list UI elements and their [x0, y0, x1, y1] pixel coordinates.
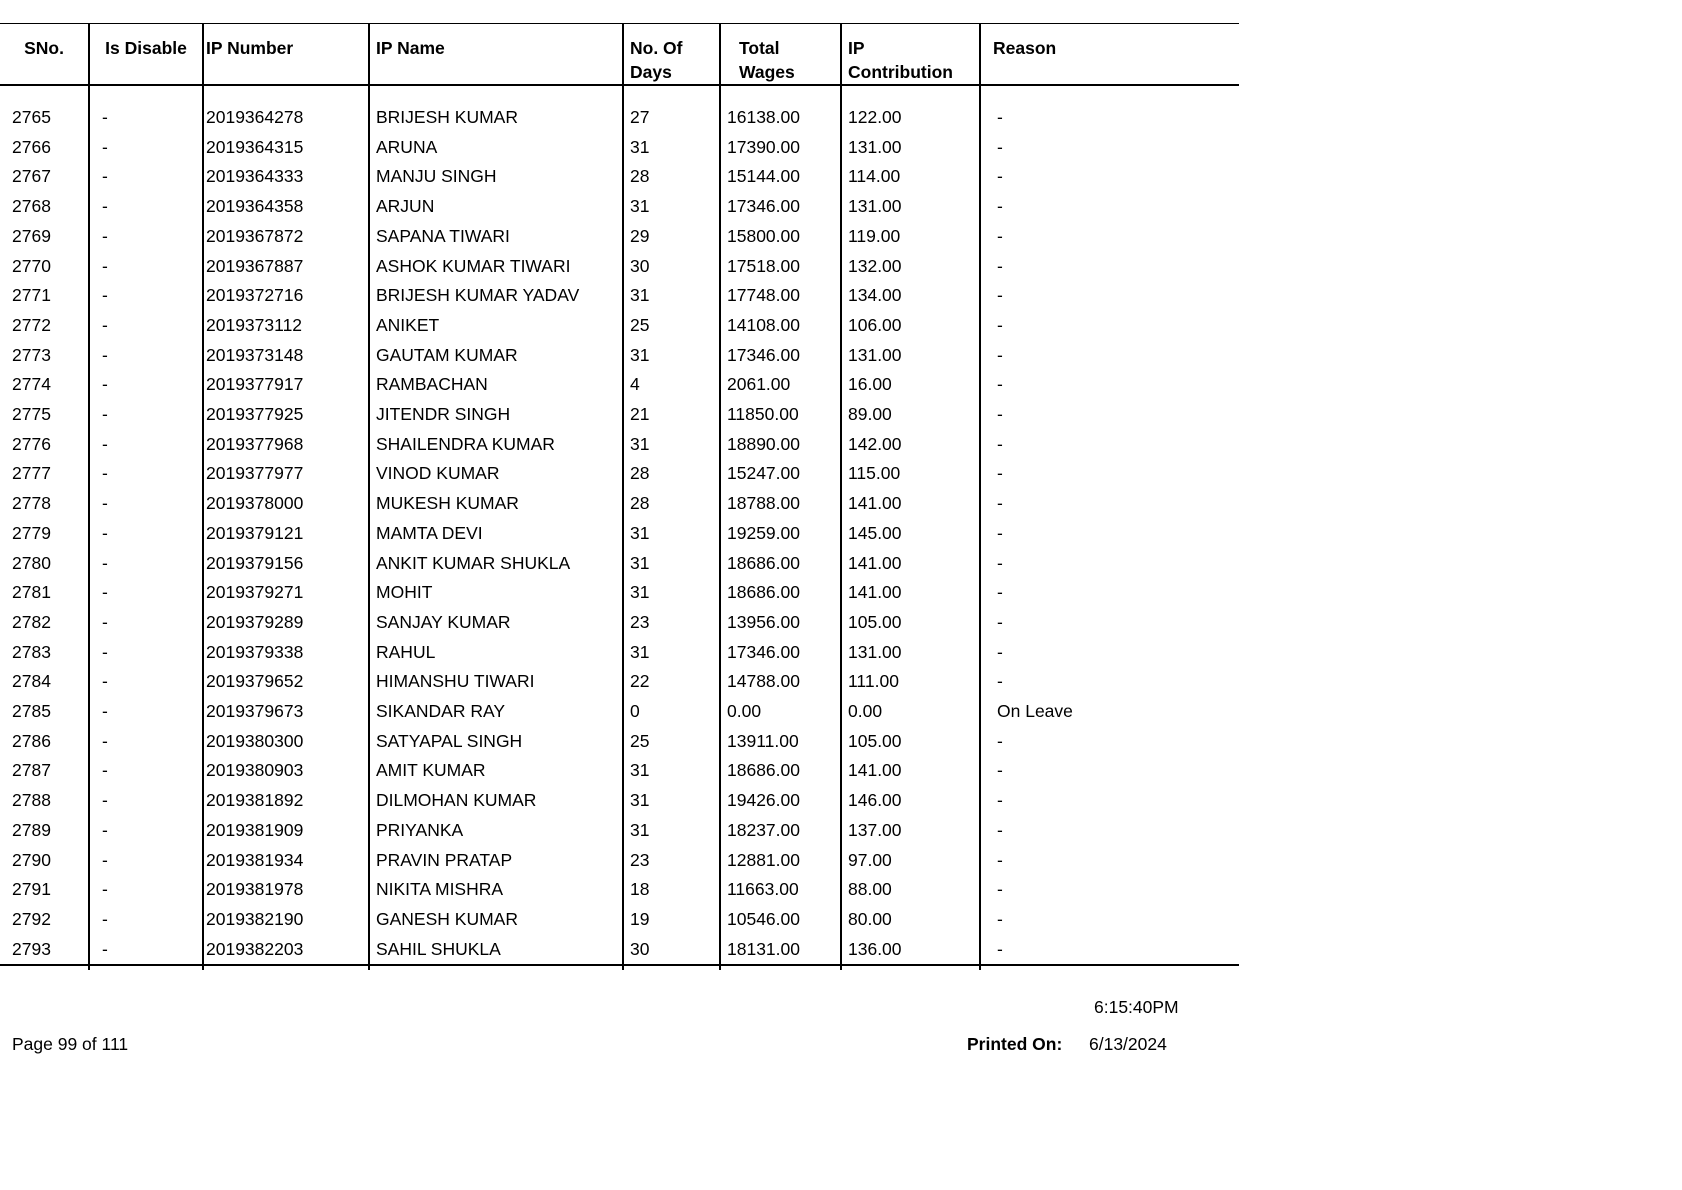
cell-no-of-days: 31 — [623, 519, 720, 549]
printed-on-date: 6/13/2024 — [1089, 1034, 1167, 1054]
cell-ip-name: SATYAPAL SINGH — [369, 727, 623, 757]
cell-ip-number: 2019377925 — [203, 400, 369, 430]
cell-ip-name: RAHUL — [369, 638, 623, 668]
cell-ip-name: AMIT KUMAR — [369, 756, 623, 786]
cell-sno: 2765 — [0, 103, 89, 133]
cell-ip-number: 2019379652 — [203, 667, 369, 697]
table-row — [0, 549, 1239, 579]
cell-ip-contribution: 131.00 — [841, 341, 980, 371]
printed-on-label: Printed On: — [967, 1034, 1063, 1054]
cell-no-of-days: 31 — [623, 430, 720, 460]
cell-ip-number: 2019379271 — [203, 578, 369, 608]
cell-reason: - — [997, 433, 1003, 454]
cell-ip-number: 2019382203 — [203, 935, 369, 966]
cell-ip-name: PRIYANKA — [369, 816, 623, 846]
cell-is-disable: - — [89, 459, 203, 489]
cell-no-of-days: 21 — [623, 400, 720, 430]
cell-total-wages: 17346.00 — [720, 638, 841, 668]
cell-reason: - — [997, 760, 1003, 781]
cell-is-disable: - — [89, 519, 203, 549]
cell-ip-contribution: 141.00 — [841, 756, 980, 786]
table-row — [0, 816, 1239, 846]
cell-total-wages: 18788.00 — [720, 489, 841, 519]
table-row — [0, 311, 1239, 341]
cell-ip-contribution: 105.00 — [841, 608, 980, 638]
cell-reason: - — [997, 404, 1003, 425]
table-row — [0, 252, 1239, 282]
cell-ip-name: ASHOK KUMAR TIWARI — [369, 252, 623, 282]
cell-sno: 2769 — [0, 222, 89, 252]
cell-ip-contribution: 131.00 — [841, 638, 980, 668]
cell-ip-name: BRIJESH KUMAR — [369, 103, 623, 133]
cell-ip-name: ANKIT KUMAR SHUKLA — [369, 549, 623, 579]
cell-ip-number: 2019377917 — [203, 370, 369, 400]
table-row — [0, 489, 1239, 519]
cell-total-wages: 18890.00 — [720, 430, 841, 460]
cell-reason: - — [997, 463, 1003, 484]
cell-total-wages: 14108.00 — [720, 311, 841, 341]
cell-sno: 2770 — [0, 252, 89, 282]
table-row — [0, 608, 1239, 638]
cell-is-disable: - — [89, 400, 203, 430]
cell-ip-name: HIMANSHU TIWARI — [369, 667, 623, 697]
cell-total-wages: 17346.00 — [720, 192, 841, 222]
cell-ip-contribution: 131.00 — [841, 133, 980, 163]
cell-ip-number: 2019381892 — [203, 786, 369, 816]
table-row — [0, 905, 1239, 935]
cell-reason: - — [997, 136, 1003, 157]
cell-ip-name: SAHIL SHUKLA — [369, 935, 623, 966]
cell-ip-contribution: 114.00 — [841, 162, 980, 192]
cell-ip-contribution: 131.00 — [841, 192, 980, 222]
cell-ip-contribution: 145.00 — [841, 519, 980, 549]
table-row — [0, 192, 1239, 222]
cell-is-disable: - — [89, 430, 203, 460]
contribution-table — [0, 23, 1239, 970]
cell-ip-number: 2019364315 — [203, 133, 369, 163]
cell-total-wages: 18237.00 — [720, 816, 841, 846]
cell-reason: - — [997, 730, 1003, 751]
cell-ip-number: 2019379156 — [203, 549, 369, 579]
cell-ip-name: ARJUN — [369, 192, 623, 222]
cell-is-disable: - — [89, 727, 203, 757]
cell-total-wages: 10546.00 — [720, 905, 841, 935]
cell-ip-contribution: 134.00 — [841, 281, 980, 311]
cell-is-disable: - — [89, 192, 203, 222]
cell-sno: 2771 — [0, 281, 89, 311]
cell-ip-contribution: 142.00 — [841, 430, 980, 460]
cell-ip-contribution: 97.00 — [841, 846, 980, 876]
cell-ip-name: MOHIT — [369, 578, 623, 608]
cell-sno: 2785 — [0, 697, 89, 727]
cell-is-disable: - — [89, 697, 203, 727]
header-no-of-days: No. Of Days — [623, 24, 720, 86]
cell-reason: - — [997, 107, 1003, 127]
cell-ip-contribution: 141.00 — [841, 489, 980, 519]
table-row — [0, 341, 1239, 371]
cell-reason: - — [997, 522, 1003, 543]
cell-sno: 2783 — [0, 638, 89, 668]
cell-ip-contribution: 122.00 — [841, 103, 980, 133]
cell-no-of-days: 28 — [623, 459, 720, 489]
table-row — [0, 430, 1239, 460]
cell-sno: 2777 — [0, 459, 89, 489]
cell-sno: 2786 — [0, 727, 89, 757]
cell-no-of-days: 31 — [623, 192, 720, 222]
cell-no-of-days: 18 — [623, 875, 720, 905]
cell-no-of-days: 25 — [623, 311, 720, 341]
cell-ip-name: NIKITA MISHRA — [369, 875, 623, 905]
cell-ip-number: 2019373112 — [203, 311, 369, 341]
cell-reason: - — [997, 641, 1003, 662]
cell-sno: 2781 — [0, 578, 89, 608]
cell-sno: 2792 — [0, 905, 89, 935]
header-ip-contribution: IP Contribution — [841, 24, 980, 86]
cell-ip-name: SAPANA TIWARI — [369, 222, 623, 252]
cell-ip-number: 2019377977 — [203, 459, 369, 489]
cell-ip-number: 2019379673 — [203, 697, 369, 727]
cell-reason: - — [980, 935, 1239, 966]
cell-reason: - — [997, 493, 1003, 514]
cell-total-wages: 0.00 — [720, 697, 841, 727]
cell-ip-contribution: 16.00 — [841, 370, 980, 400]
cell-sno: 2776 — [0, 430, 89, 460]
cell-sno: 2766 — [0, 133, 89, 163]
cell-is-disable: - — [89, 578, 203, 608]
cell-is-disable: - — [89, 816, 203, 846]
cell-is-disable: - — [89, 846, 203, 876]
cell-sno: 2778 — [0, 489, 89, 519]
cell-no-of-days: 23 — [623, 846, 720, 876]
cell-ip-number: 2019379289 — [203, 608, 369, 638]
cell-sno: 2782 — [0, 608, 89, 638]
cell-ip-name: ANIKET — [369, 311, 623, 341]
cell-ip-name: JITENDR SINGH — [369, 400, 623, 430]
cell-total-wages: 12881.00 — [720, 846, 841, 876]
cell-reason: - — [997, 879, 1003, 900]
cell-ip-name: MAMTA DEVI — [369, 519, 623, 549]
cell-ip-number: 2019373148 — [203, 341, 369, 371]
table-row — [0, 935, 1239, 966]
cell-ip-contribution: 146.00 — [841, 786, 980, 816]
cell-total-wages: 15247.00 — [720, 459, 841, 489]
cell-no-of-days: 31 — [623, 549, 720, 579]
cell-ip-name: SIKANDAR RAY — [369, 697, 623, 727]
cell-no-of-days: 31 — [623, 816, 720, 846]
cell-no-of-days: 28 — [623, 162, 720, 192]
cell-ip-contribution: 105.00 — [841, 727, 980, 757]
cell-total-wages: 17346.00 — [720, 341, 841, 371]
cell-no-of-days: 31 — [623, 786, 720, 816]
table-row — [0, 578, 1239, 608]
cell-ip-number: 2019380903 — [203, 756, 369, 786]
header-total-wages: Total Wages — [720, 24, 841, 86]
table-row — [0, 281, 1239, 311]
cell-total-wages: 15144.00 — [720, 162, 841, 192]
cell-ip-name: MANJU SINGH — [369, 162, 623, 192]
cell-reason: - — [997, 849, 1003, 870]
cell-total-wages: 19259.00 — [720, 519, 841, 549]
cell-sno: 2787 — [0, 756, 89, 786]
cell-no-of-days: 31 — [623, 756, 720, 786]
cell-no-of-days: 0 — [623, 697, 720, 727]
cell-is-disable: - — [89, 875, 203, 905]
cell-reason: - — [997, 819, 1003, 840]
cell-sno: 2789 — [0, 816, 89, 846]
cell-is-disable: - — [89, 489, 203, 519]
cell-sno: 2773 — [0, 341, 89, 371]
cell-is-disable: - — [89, 935, 203, 966]
cell-no-of-days: 31 — [623, 578, 720, 608]
cell-no-of-days: 19 — [623, 905, 720, 935]
cell-is-disable: - — [89, 103, 203, 133]
cell-reason: - — [997, 196, 1003, 217]
cell-total-wages: 13956.00 — [720, 608, 841, 638]
cell-is-disable: - — [89, 133, 203, 163]
cell-ip-name: ARUNA — [369, 133, 623, 163]
cell-ip-name: SANJAY KUMAR — [369, 608, 623, 638]
cell-total-wages: 17748.00 — [720, 281, 841, 311]
cell-ip-contribution: 141.00 — [841, 578, 980, 608]
cell-total-wages: 18686.00 — [720, 756, 841, 786]
cell-ip-name: BRIJESH KUMAR YADAV — [369, 281, 623, 311]
cell-no-of-days: 28 — [623, 489, 720, 519]
cell-sno: 2788 — [0, 786, 89, 816]
header-ip-number: IP Number — [203, 24, 369, 86]
cell-total-wages: 18131.00 — [720, 935, 841, 966]
cell-is-disable: - — [89, 905, 203, 935]
cell-reason: - — [997, 225, 1003, 246]
cell-total-wages: 18686.00 — [720, 578, 841, 608]
cell-ip-contribution: 0.00 — [841, 697, 980, 727]
table-row — [0, 400, 1239, 430]
cell-reason: - — [997, 344, 1003, 365]
cell-sno: 2775 — [0, 400, 89, 430]
cell-ip-contribution: 106.00 — [841, 311, 980, 341]
contribution-table-container — [0, 23, 1239, 970]
cell-reason: - — [997, 671, 1003, 692]
table-row — [0, 519, 1239, 549]
cell-sno: 2791 — [0, 875, 89, 905]
cell-ip-number: 2019381978 — [203, 875, 369, 905]
cell-is-disable: - — [89, 311, 203, 341]
table-row — [0, 667, 1239, 697]
cell-ip-contribution: 137.00 — [841, 816, 980, 846]
cell-ip-name: VINOD KUMAR — [369, 459, 623, 489]
cell-no-of-days: 22 — [623, 667, 720, 697]
cell-total-wages: 19426.00 — [720, 786, 841, 816]
cell-ip-name: PRAVIN PRATAP — [369, 846, 623, 876]
cell-no-of-days: 31 — [623, 638, 720, 668]
cell-ip-contribution: 111.00 — [841, 667, 980, 697]
cell-total-wages: 16138.00 — [720, 103, 841, 133]
table-row — [0, 103, 1239, 133]
cell-reason: - — [997, 285, 1003, 306]
cell-no-of-days: 31 — [623, 133, 720, 163]
cell-total-wages: 14788.00 — [720, 667, 841, 697]
cell-is-disable: - — [89, 756, 203, 786]
cell-no-of-days: 31 — [623, 281, 720, 311]
cell-no-of-days: 31 — [623, 341, 720, 371]
header-ip-name: IP Name — [369, 24, 623, 86]
table-row — [0, 756, 1239, 786]
cell-sno: 2767 — [0, 162, 89, 192]
cell-is-disable: - — [89, 281, 203, 311]
cell-ip-contribution: 141.00 — [841, 549, 980, 579]
print-time: 6:15:40PM — [1094, 997, 1179, 1017]
cell-sno: 2779 — [0, 519, 89, 549]
table-row — [0, 459, 1239, 489]
cell-reason: On Leave — [997, 701, 1073, 722]
cell-reason: - — [997, 582, 1003, 603]
cell-sno: 2774 — [0, 370, 89, 400]
table-row — [0, 846, 1239, 876]
cell-total-wages: 13911.00 — [720, 727, 841, 757]
cell-ip-number: 2019364278 — [203, 103, 369, 133]
cell-sno: 2784 — [0, 667, 89, 697]
cell-ip-contribution: 119.00 — [841, 222, 980, 252]
cell-ip-contribution: 80.00 — [841, 905, 980, 935]
table-row — [0, 370, 1239, 400]
cell-sno: 2768 — [0, 192, 89, 222]
cell-ip-contribution: 136.00 — [841, 935, 980, 966]
cell-no-of-days: 30 — [623, 935, 720, 966]
cell-ip-name: DILMOHAN KUMAR — [369, 786, 623, 816]
cell-reason: - — [997, 374, 1003, 395]
cell-no-of-days: 23 — [623, 608, 720, 638]
cell-ip-number: 2019379121 — [203, 519, 369, 549]
cell-total-wages: 17390.00 — [720, 133, 841, 163]
cell-is-disable: - — [89, 608, 203, 638]
cell-total-wages: 2061.00 — [720, 370, 841, 400]
cell-ip-name: SHAILENDRA KUMAR — [369, 430, 623, 460]
cell-ip-contribution: 115.00 — [841, 459, 980, 489]
cell-no-of-days: 29 — [623, 222, 720, 252]
cell-reason: - — [997, 908, 1003, 929]
cell-ip-name: GAUTAM KUMAR — [369, 341, 623, 371]
cell-ip-name: GANESH KUMAR — [369, 905, 623, 935]
cell-no-of-days: 4 — [623, 370, 720, 400]
cell-reason: - — [997, 166, 1003, 187]
table-row — [0, 697, 1239, 727]
cell-reason: - — [997, 255, 1003, 276]
cell-ip-contribution: 132.00 — [841, 252, 980, 282]
cell-reason: - — [997, 790, 1003, 811]
table-body — [0, 85, 1239, 965]
table-row — [0, 875, 1239, 905]
cell-is-disable: - — [89, 638, 203, 668]
cell-ip-number: 2019364358 — [203, 192, 369, 222]
cell-ip-contribution: 89.00 — [841, 400, 980, 430]
table-row — [0, 133, 1239, 163]
table-header-row — [0, 24, 1239, 86]
cell-ip-number: 2019381909 — [203, 816, 369, 846]
cell-ip-number: 2019364333 — [203, 162, 369, 192]
cell-no-of-days: 30 — [623, 252, 720, 282]
table-row — [0, 162, 1239, 192]
cell-total-wages: 11663.00 — [720, 875, 841, 905]
cell-ip-number: 2019379338 — [203, 638, 369, 668]
cell-is-disable: - — [89, 667, 203, 697]
cell-is-disable: - — [89, 370, 203, 400]
cell-ip-name: RAMBACHAN — [369, 370, 623, 400]
cell-total-wages: 15800.00 — [720, 222, 841, 252]
cell-ip-contribution: 88.00 — [841, 875, 980, 905]
table-spacer-row — [0, 85, 1239, 103]
cell-sno: 2772 — [0, 311, 89, 341]
cell-ip-name: MUKESH KUMAR — [369, 489, 623, 519]
cell-is-disable: - — [89, 222, 203, 252]
cell-reason: - — [997, 552, 1003, 573]
cell-sno: 2793 — [0, 935, 89, 966]
cell-total-wages: 11850.00 — [720, 400, 841, 430]
cell-ip-number: 2019367872 — [203, 222, 369, 252]
table-row — [0, 638, 1239, 668]
cell-is-disable: - — [89, 341, 203, 371]
cell-is-disable: - — [89, 786, 203, 816]
header-is-disable: Is Disable — [89, 24, 203, 86]
page-number: Page 99 of 111 — [12, 1034, 129, 1054]
cell-total-wages: 18686.00 — [720, 549, 841, 579]
header-sno: SNo. — [0, 24, 89, 86]
cell-is-disable: - — [89, 162, 203, 192]
cell-ip-number: 2019380300 — [203, 727, 369, 757]
cell-sno: 2790 — [0, 846, 89, 876]
header-reason: Reason — [980, 24, 1239, 86]
table-row — [0, 222, 1239, 252]
cell-reason: - — [997, 611, 1003, 632]
cell-is-disable: - — [89, 549, 203, 579]
cell-no-of-days: 25 — [623, 727, 720, 757]
table-bottom-stub — [0, 965, 1239, 970]
cell-reason: - — [997, 314, 1003, 335]
cell-ip-number: 2019378000 — [203, 489, 369, 519]
cell-total-wages: 17518.00 — [720, 252, 841, 282]
cell-ip-number: 2019382190 — [203, 905, 369, 935]
cell-no-of-days: 27 — [623, 103, 720, 133]
cell-ip-number: 2019367887 — [203, 252, 369, 282]
cell-ip-number: 2019377968 — [203, 430, 369, 460]
table-row — [0, 786, 1239, 816]
cell-ip-number: 2019381934 — [203, 846, 369, 876]
cell-is-disable: - — [89, 252, 203, 282]
cell-ip-number: 2019372716 — [203, 281, 369, 311]
table-row — [0, 727, 1239, 757]
cell-sno: 2780 — [0, 549, 89, 579]
